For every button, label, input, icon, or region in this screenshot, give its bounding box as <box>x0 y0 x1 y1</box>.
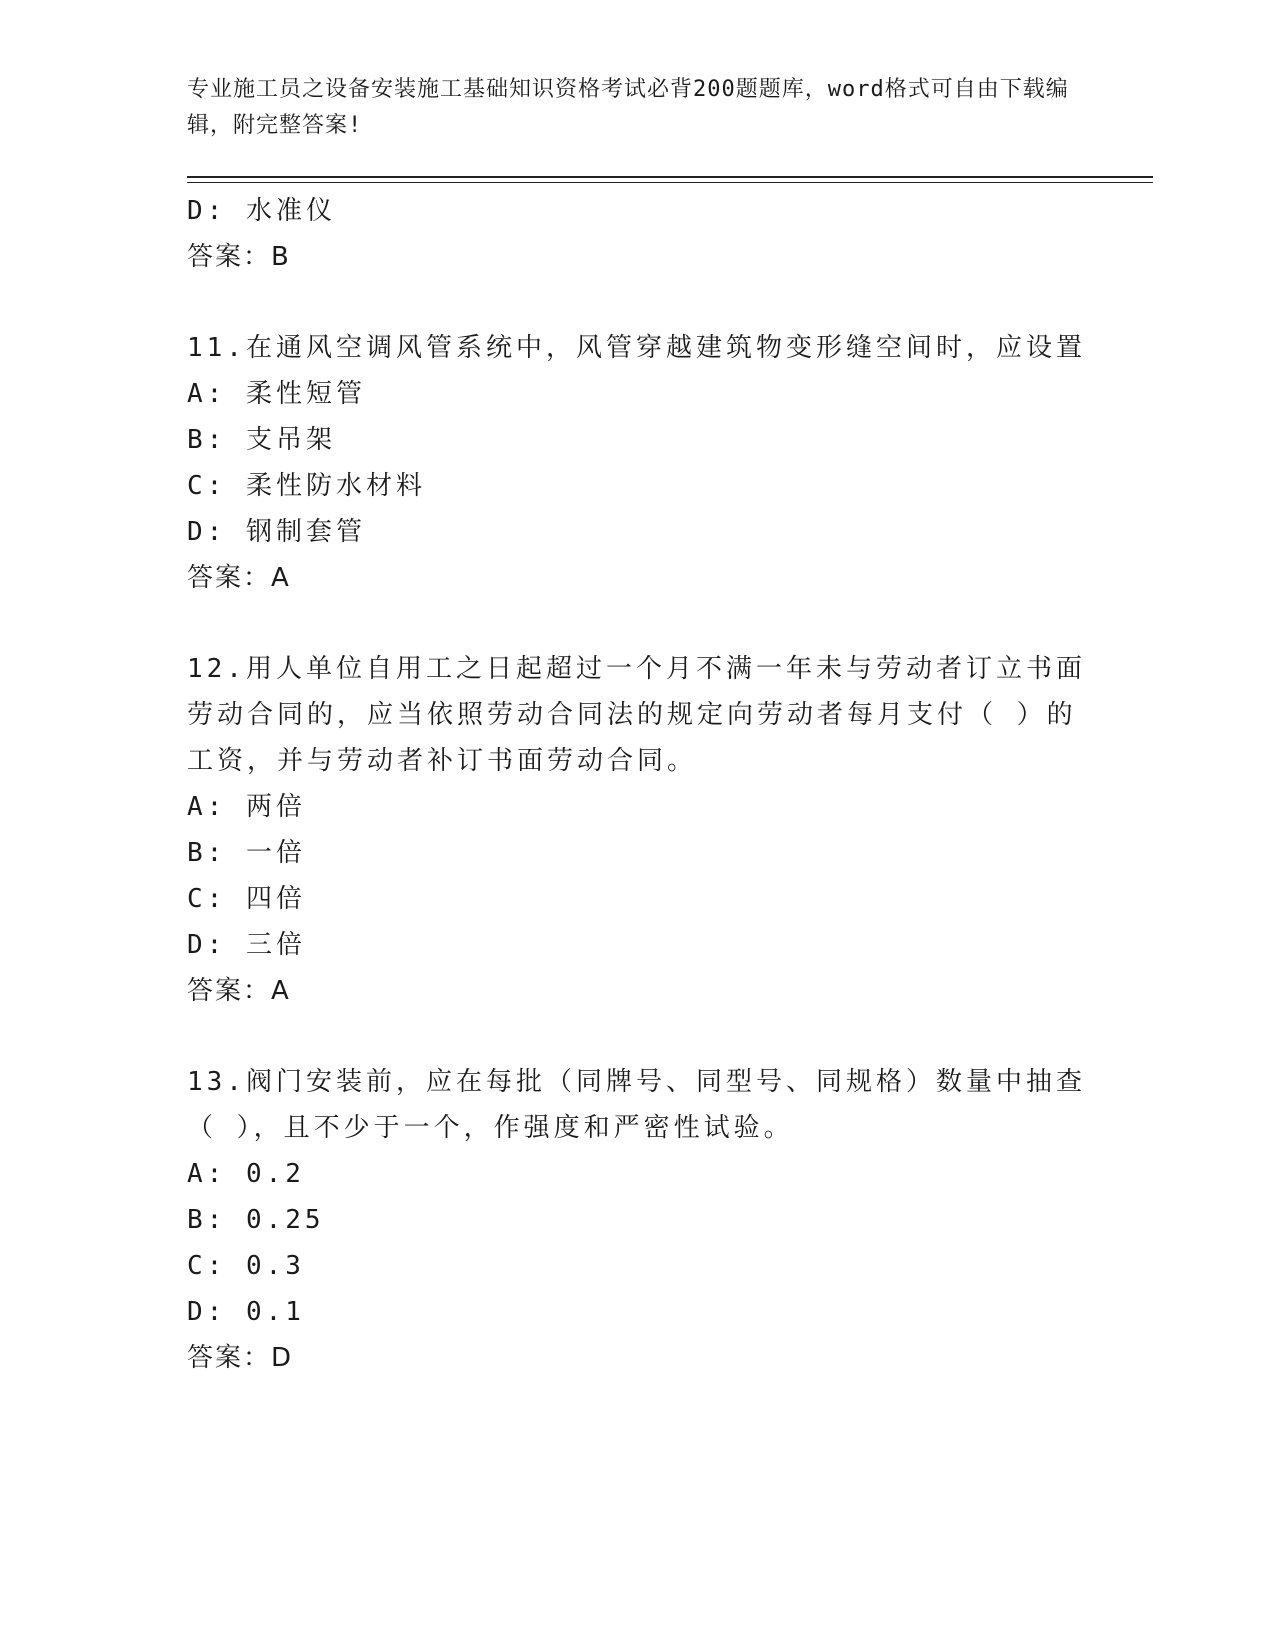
question-text: 12.用人单位自用工之日起超过一个月不满一年未与劳动者订立书面劳动合同的，应当依照劳动合同法的规定向劳动者每月支付（ ）的工资，并与劳动者补订书面劳动合同。 <box>187 654 1086 776</box>
option-a: A: 两倍 <box>187 792 306 822</box>
header-divider-thin <box>187 182 1153 183</box>
answer: 答案：A <box>187 563 291 593</box>
question-13 <box>187 1059 1087 1381</box>
option-c: C: 0.3 <box>187 1251 305 1281</box>
option-c: C: 柔性防水材料 <box>187 471 426 501</box>
spacer <box>187 601 1087 646</box>
option-b: B: 0.25 <box>187 1205 325 1235</box>
question-11 <box>187 325 1087 601</box>
spacer <box>187 1014 1087 1059</box>
option-d-previous: D: 水准仪 <box>187 196 336 226</box>
answer: 答案：D <box>187 1343 294 1373</box>
question-content <box>187 188 1087 1381</box>
option-d: D: 钢制套管 <box>187 517 366 547</box>
header-divider <box>187 176 1153 178</box>
question-text: 13.阀门安装前，应在每批（同牌号、同型号、同规格）数量中抽查（ ），且不少于一个，作强度和严密性试验。 <box>187 1067 1086 1143</box>
question-text: 11.在通风空调风管系统中，风管穿越建筑物变形缝空间时，应设置 <box>187 333 1086 363</box>
option-d: D: 三倍 <box>187 930 306 960</box>
option-a: A: 0.2 <box>187 1159 305 1189</box>
option-b: B: 支吊架 <box>187 425 336 455</box>
answer: 答案：A <box>187 976 291 1006</box>
option-d: D: 0.1 <box>187 1297 305 1327</box>
spacer <box>187 280 1087 325</box>
option-b: B: 一倍 <box>187 838 306 868</box>
option-c: C: 四倍 <box>187 884 306 914</box>
option-a: A: 柔性短管 <box>187 379 366 409</box>
answer-previous: 答案：B <box>187 242 291 272</box>
question-12 <box>187 646 1087 1014</box>
page-header: 专业施工员之设备安装施工基础知识资格考试必背200题题库，word格式可自由下载编辑，附完整答案! <box>187 77 1069 138</box>
